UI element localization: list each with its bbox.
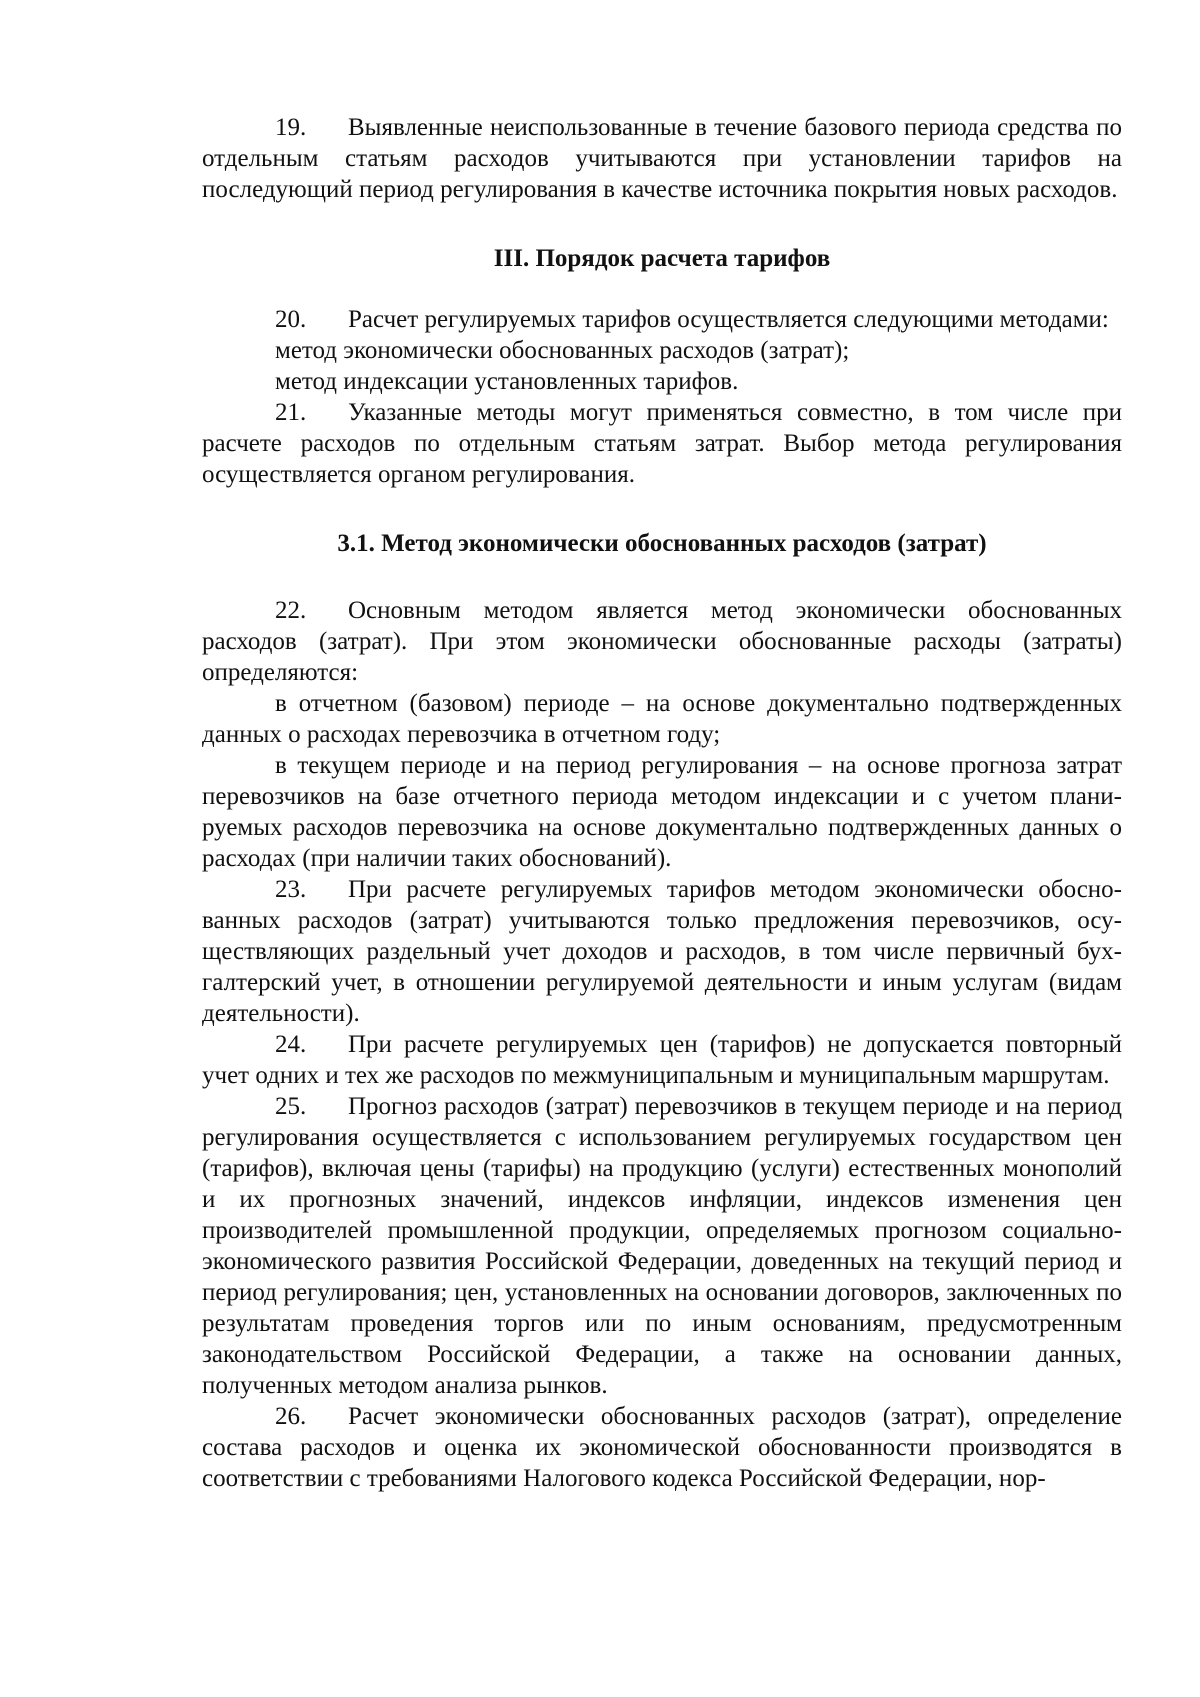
paragraph-number: 24. xyxy=(275,1031,307,1058)
paragraph xyxy=(202,688,1122,750)
paragraph-text: метод экономически обоснованных расходов (затрат); xyxy=(275,337,850,364)
section-3-paragraphs xyxy=(202,304,1122,490)
paragraph-number: 26. xyxy=(275,1403,307,1430)
paragraph-text: Расчет экономически обоснованных расходов (затрат), определение состава расходов и оценка их экономической обоснованности производятся в соответствии с требованиями Налогового кодекса Российской Федерации, нор- xyxy=(202,1403,1122,1492)
paragraph-text: При расчете регулируемых цен (тарифов) не допускается повторный учет одних и тех же расходов по межмуниципальным и муниципальным маршрутам. xyxy=(202,1031,1122,1089)
paragraph-number: 21. xyxy=(275,399,307,426)
paragraph xyxy=(202,874,1122,1029)
paragraph-text: Указанные методы могут применяться совместно, в том числе при расчете расходов по отдельным статьям затрат. Выбор метода регулирования осуществляется органом регулирования. xyxy=(202,399,1122,488)
paragraph xyxy=(202,1029,1122,1091)
paragraph-text: При расчете регулируемых тарифов методом экономически обоснованных расходов (затрат) учитываются только предложения перевозчиков, осуществляющих раздельный учет доходов и расходов, в том числе первичный бухгалтерский учет, в отношении регулируемой деятельности и иным услугам (видам деятельности). xyxy=(202,876,1122,1027)
paragraph xyxy=(202,366,1122,397)
paragraph-number: 22. xyxy=(275,597,307,624)
paragraph xyxy=(202,1401,1122,1494)
paragraph-number: 19. xyxy=(275,114,307,141)
section-3-1-heading: 3.1. Метод экономически обоснованных расходов (затрат) xyxy=(337,530,987,557)
paragraph-text: Выявленные неиспользованные в течение базового периода средства по отдельным статьям расходов учитываются при установлении тарифов на последующий период регулирования в качестве источника покрытия новых расходов. xyxy=(202,114,1122,203)
paragraph xyxy=(202,595,1122,688)
section-3-heading: III. Порядок расчета тарифов xyxy=(493,245,831,272)
paragraph xyxy=(202,335,1122,366)
paragraph-text: Расчет регулируемых тарифов осуществляется следующими методами: xyxy=(348,306,1109,333)
paragraph-number: 25. xyxy=(275,1093,307,1120)
paragraph-text: метод индексации установленных тарифов. xyxy=(275,368,739,395)
paragraph xyxy=(202,750,1122,874)
section-3-1-paragraphs xyxy=(202,595,1122,1494)
paragraph xyxy=(202,397,1122,490)
paragraph-text: в отчетном (базовом) периоде – на основе документально подтвержденных данных о расходах перевозчика в отчетном году; xyxy=(202,690,1122,748)
paragraph xyxy=(202,304,1122,335)
intro-paragraphs xyxy=(202,112,1122,205)
paragraph-number: 23. xyxy=(275,876,307,903)
paragraph-number: 20. xyxy=(275,306,307,333)
paragraph xyxy=(202,112,1122,205)
paragraph xyxy=(202,1091,1122,1401)
paragraph-text: в текущем периоде и на период регулирования – на основе прогноза затрат перевозчиков на базе отчетного периода методом индексации и с учетом планируемых расходов перевозчика на основе документально подтвержденных данных о расходах (при наличии таких обоснований). xyxy=(202,752,1122,872)
document-page xyxy=(202,112,1122,1494)
paragraph-text: Основным методом является метод экономически обоснованных расходов (затрат). При этом экономически обоснованные расходы (затраты) определяются: xyxy=(202,597,1122,686)
paragraph-text: Прогноз расходов (затрат) перевозчиков в текущем периоде и на период регулирования осуществляется с использованием регулируемых государством цен (тарифов), включая цены (тарифы) на продукцию (услуги) естественных монополий и их прогнозных значений, индексов инфляции, индексов изменения цен производителей промышленной продукции, определяемых прогнозом социально-экономического развития Российской Федерации, доведенных на текущий период и период регулирования; цен, установленных на основании договоров, заключенных по результатам проведения торгов или по иным основаниям, предусмотренным законодательством Российской Федерации, а также на основании данных, полученных методом анализа рынков. xyxy=(202,1093,1122,1399)
